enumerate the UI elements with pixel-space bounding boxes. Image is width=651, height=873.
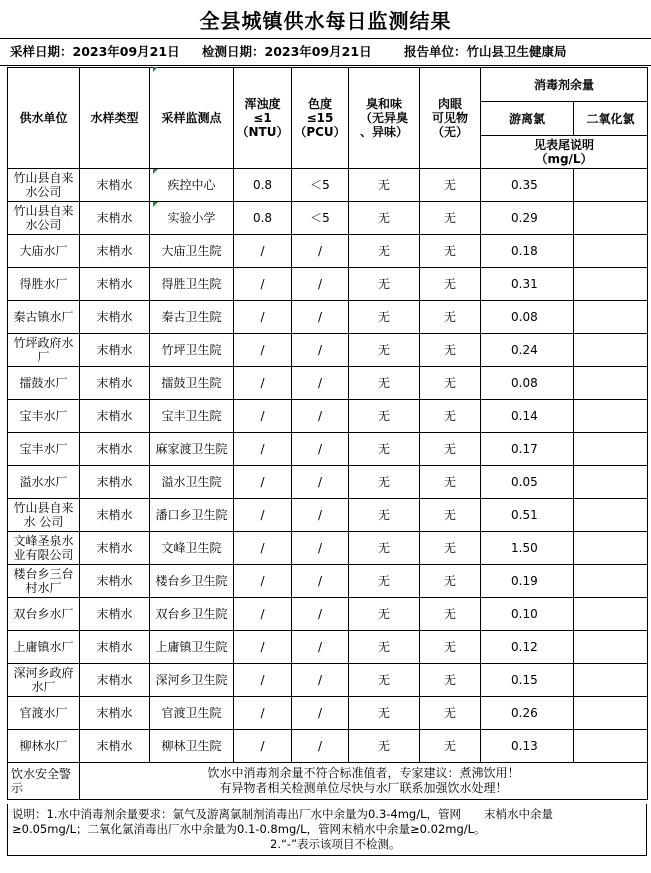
sample-type-cell: 末梢水 bbox=[80, 466, 150, 499]
table-row bbox=[8, 466, 648, 499]
table-row bbox=[8, 202, 648, 235]
chlorine-dioxide-cell bbox=[574, 565, 648, 598]
table-row bbox=[8, 169, 648, 202]
turbidity-cell: / bbox=[234, 697, 292, 730]
free-chlorine-cell: 0.17 bbox=[481, 433, 574, 466]
color-cell: / bbox=[292, 400, 349, 433]
header-odor: 臭和味 （无异臭 、异味） bbox=[349, 68, 420, 169]
supplier-cell: 官渡水厂 bbox=[8, 697, 80, 730]
sample-point-cell: 上庸镇卫生院 bbox=[150, 631, 234, 664]
color-cell: / bbox=[292, 367, 349, 400]
sample-date: 采样日期：2023年09月21日 bbox=[10, 44, 180, 59]
sample-type-cell: 末梢水 bbox=[80, 235, 150, 268]
warning-line-2: 有异物者相关检测单位尽快与水厂联系加强饮水处理！ bbox=[219, 781, 508, 795]
cell-marker bbox=[153, 67, 158, 72]
visible-cell: 无 bbox=[420, 367, 481, 400]
odor-cell: 无 bbox=[349, 730, 420, 763]
visible-cell: 无 bbox=[420, 466, 481, 499]
odor-cell: 无 bbox=[349, 367, 420, 400]
supplier-cell: 竹山县自来水公司 bbox=[8, 202, 80, 235]
sample-type-cell: 末梢水 bbox=[80, 367, 150, 400]
header-supplier: 供水单位 bbox=[8, 68, 80, 169]
note-line-2: ≥0.05mg/L；二氧化氯消毒出厂水中余量为0.1-0.8mg/L，管网末梢水中余量≥0.02mg/L。 bbox=[12, 822, 486, 836]
visible-cell: 无 bbox=[420, 400, 481, 433]
sample-type-cell: 末梢水 bbox=[80, 301, 150, 334]
chlorine-dioxide-cell bbox=[574, 268, 648, 301]
turbidity-cell: / bbox=[234, 565, 292, 598]
turbidity-cell: 0.8 bbox=[234, 202, 292, 235]
supplier-cell: 得胜水厂 bbox=[8, 268, 80, 301]
odor-cell: 无 bbox=[349, 400, 420, 433]
chlorine-dioxide-cell bbox=[574, 697, 648, 730]
free-chlorine-cell: 0.12 bbox=[481, 631, 574, 664]
visible-cell: 无 bbox=[420, 202, 481, 235]
supplier-cell: 双台乡水厂 bbox=[8, 598, 80, 631]
sample-point-cell: 擂鼓卫生院 bbox=[150, 367, 234, 400]
header-sample-type: 水样类型 bbox=[80, 68, 150, 169]
turbidity-cell: / bbox=[234, 235, 292, 268]
visible-cell: 无 bbox=[420, 268, 481, 301]
cell-marker bbox=[153, 202, 158, 207]
chlorine-dioxide-cell bbox=[574, 466, 648, 499]
sample-point-cell: 竹坪卫生院 bbox=[150, 334, 234, 367]
visible-cell: 无 bbox=[420, 235, 481, 268]
odor-cell: 无 bbox=[349, 202, 420, 235]
test-date: 检测日期：2023年09月21日 bbox=[202, 44, 372, 59]
free-chlorine-cell: 0.08 bbox=[481, 367, 574, 400]
chlorine-dioxide-cell bbox=[574, 334, 648, 367]
supplier-cell: 大庙水厂 bbox=[8, 235, 80, 268]
odor-cell: 无 bbox=[349, 565, 420, 598]
chlorine-dioxide-cell bbox=[574, 202, 648, 235]
free-chlorine-cell: 0.26 bbox=[481, 697, 574, 730]
cell-marker bbox=[153, 169, 158, 174]
chlorine-dioxide-cell bbox=[574, 664, 648, 697]
table-row bbox=[8, 235, 648, 268]
odor-cell: 无 bbox=[349, 235, 420, 268]
odor-cell: 无 bbox=[349, 532, 420, 565]
sample-point-cell: 实验小学 bbox=[150, 202, 234, 235]
color-cell: ＜5 bbox=[292, 169, 349, 202]
color-cell: / bbox=[292, 235, 349, 268]
sample-type-cell: 末梢水 bbox=[80, 499, 150, 532]
turbidity-cell: / bbox=[234, 334, 292, 367]
odor-cell: 无 bbox=[349, 268, 420, 301]
visible-cell: 无 bbox=[420, 565, 481, 598]
sample-point-cell: 官渡卫生院 bbox=[150, 697, 234, 730]
supplier-cell: 擂鼓水厂 bbox=[8, 367, 80, 400]
sample-type-cell: 末梢水 bbox=[80, 169, 150, 202]
free-chlorine-cell: 0.13 bbox=[481, 730, 574, 763]
color-cell: ＜5 bbox=[292, 202, 349, 235]
chlorine-dioxide-cell bbox=[574, 235, 648, 268]
turbidity-cell: / bbox=[234, 367, 292, 400]
sample-point-cell: 文峰卫生院 bbox=[150, 532, 234, 565]
chlorine-dioxide-cell bbox=[574, 730, 648, 763]
warning-text bbox=[80, 763, 648, 800]
visible-cell: 无 bbox=[420, 697, 481, 730]
table-row bbox=[8, 565, 648, 598]
report-meta bbox=[0, 38, 651, 66]
free-chlorine-cell: 0.31 bbox=[481, 268, 574, 301]
free-chlorine-cell: 0.18 bbox=[481, 235, 574, 268]
warning-line-1: 饮水中消毒剂余量不符合标准值者，专家建议：煮沸饮用！ bbox=[207, 766, 520, 780]
turbidity-cell: 0.8 bbox=[234, 169, 292, 202]
sample-point-cell: 楼台乡卫生院 bbox=[150, 565, 234, 598]
chlorine-dioxide-cell bbox=[574, 532, 648, 565]
sample-point-cell: 溢水卫生院 bbox=[150, 466, 234, 499]
supplier-cell: 文峰圣泉水业有限公司 bbox=[8, 532, 80, 565]
odor-cell: 无 bbox=[349, 334, 420, 367]
note-line-3: 2.“-”表示该项目不检测。 bbox=[270, 837, 401, 851]
sample-type-cell: 末梢水 bbox=[80, 730, 150, 763]
visible-cell: 无 bbox=[420, 532, 481, 565]
note-line-1: 说明：1.水中消毒剂余量要求：氯气及游离氯制剂消毒出厂水中余量为0.3-4mg/L，管网 末梢水中余量 bbox=[12, 807, 554, 821]
supplier-cell: 竹山县自来水公司 bbox=[8, 169, 80, 202]
report-title: 全县城镇供水每日监测结果 bbox=[199, 9, 452, 33]
supplier-cell: 宝丰水厂 bbox=[8, 433, 80, 466]
turbidity-cell: / bbox=[234, 532, 292, 565]
header-disinfectant: 消毒剂余量 bbox=[481, 68, 648, 102]
free-chlorine-cell: 0.51 bbox=[481, 499, 574, 532]
sample-point-cell: 柳林卫生院 bbox=[150, 730, 234, 763]
chlorine-dioxide-cell bbox=[574, 169, 648, 202]
report-unit: 报告单位：竹山县卫生健康局 bbox=[404, 44, 567, 59]
table-row bbox=[8, 334, 648, 367]
turbidity-cell: / bbox=[234, 499, 292, 532]
sample-type-cell: 末梢水 bbox=[80, 433, 150, 466]
supplier-cell: 上庸镇水厂 bbox=[8, 631, 80, 664]
odor-cell: 无 bbox=[349, 499, 420, 532]
visible-cell: 无 bbox=[420, 730, 481, 763]
sample-type-cell: 末梢水 bbox=[80, 598, 150, 631]
color-cell: / bbox=[292, 631, 349, 664]
supplier-cell: 宝丰水厂 bbox=[8, 400, 80, 433]
table-row bbox=[8, 268, 648, 301]
table-row bbox=[8, 730, 648, 763]
header-visible: 肉眼 可见物 （无） bbox=[420, 68, 481, 169]
free-chlorine-cell: 0.24 bbox=[481, 334, 574, 367]
warning-label: 饮水安全警示 bbox=[8, 763, 80, 800]
chlorine-dioxide-cell bbox=[574, 400, 648, 433]
sample-point-cell: 秦古卫生院 bbox=[150, 301, 234, 334]
turbidity-cell: / bbox=[234, 466, 292, 499]
header-unit-note: 见表尾说明 （mg/L） bbox=[481, 136, 648, 169]
sample-point-cell: 麻家渡卫生院 bbox=[150, 433, 234, 466]
table-row bbox=[8, 400, 648, 433]
color-cell: / bbox=[292, 730, 349, 763]
supplier-cell: 竹坪政府水厂 bbox=[8, 334, 80, 367]
turbidity-cell: / bbox=[234, 433, 292, 466]
odor-cell: 无 bbox=[349, 169, 420, 202]
color-cell: / bbox=[292, 433, 349, 466]
free-chlorine-cell: 1.50 bbox=[481, 532, 574, 565]
visible-cell: 无 bbox=[420, 598, 481, 631]
free-chlorine-cell: 0.15 bbox=[481, 664, 574, 697]
sample-type-cell: 末梢水 bbox=[80, 631, 150, 664]
header-chlorine-dioxide: 二氧化氯 bbox=[574, 102, 648, 136]
color-cell: / bbox=[292, 532, 349, 565]
color-cell: / bbox=[292, 697, 349, 730]
visible-cell: 无 bbox=[420, 301, 481, 334]
sample-type-cell: 末梢水 bbox=[80, 334, 150, 367]
chlorine-dioxide-cell bbox=[574, 631, 648, 664]
sample-type-cell: 末梢水 bbox=[80, 400, 150, 433]
sample-point-cell: 潘口乡卫生院 bbox=[150, 499, 234, 532]
table-row bbox=[8, 499, 648, 532]
supplier-cell: 竹山县自来水 公司 bbox=[8, 499, 80, 532]
visible-cell: 无 bbox=[420, 499, 481, 532]
color-cell: / bbox=[292, 565, 349, 598]
sample-point-cell: 得胜卫生院 bbox=[150, 268, 234, 301]
color-cell: / bbox=[292, 301, 349, 334]
sample-point-cell: 大庙卫生院 bbox=[150, 235, 234, 268]
sample-type-cell: 末梢水 bbox=[80, 532, 150, 565]
turbidity-cell: / bbox=[234, 598, 292, 631]
table-row bbox=[8, 631, 648, 664]
turbidity-cell: / bbox=[234, 664, 292, 697]
odor-cell: 无 bbox=[349, 466, 420, 499]
supplier-cell: 柳林水厂 bbox=[8, 730, 80, 763]
color-cell: / bbox=[292, 664, 349, 697]
turbidity-cell: / bbox=[234, 268, 292, 301]
odor-cell: 无 bbox=[349, 598, 420, 631]
header-turbidity: 浑浊度 ≤1 （NTU） bbox=[234, 68, 292, 169]
sample-point-cell: 双台乡卫生院 bbox=[150, 598, 234, 631]
table-row bbox=[8, 433, 648, 466]
sample-point-cell: 疾控中心 bbox=[150, 169, 234, 202]
sample-point-cell: 宝丰卫生院 bbox=[150, 400, 234, 433]
sample-type-cell: 末梢水 bbox=[80, 268, 150, 301]
free-chlorine-cell: 0.19 bbox=[481, 565, 574, 598]
color-cell: / bbox=[292, 499, 349, 532]
visible-cell: 无 bbox=[420, 433, 481, 466]
visible-cell: 无 bbox=[420, 631, 481, 664]
visible-cell: 无 bbox=[420, 169, 481, 202]
table-row bbox=[8, 301, 648, 334]
chlorine-dioxide-cell bbox=[574, 499, 648, 532]
free-chlorine-cell: 0.35 bbox=[481, 169, 574, 202]
header-color: 色度 ≤15 （PCU） bbox=[292, 68, 349, 169]
odor-cell: 无 bbox=[349, 433, 420, 466]
supplier-cell: 楼台乡三台村水厂 bbox=[8, 565, 80, 598]
visible-cell: 无 bbox=[420, 664, 481, 697]
turbidity-cell: / bbox=[234, 400, 292, 433]
visible-cell: 无 bbox=[420, 334, 481, 367]
header-sample-point: 采样监测点 bbox=[150, 68, 234, 169]
results-table bbox=[7, 67, 648, 800]
sample-type-cell: 末梢水 bbox=[80, 664, 150, 697]
supplier-cell: 深河乡政府水厂 bbox=[8, 664, 80, 697]
chlorine-dioxide-cell bbox=[574, 433, 648, 466]
free-chlorine-cell: 0.05 bbox=[481, 466, 574, 499]
odor-cell: 无 bbox=[349, 664, 420, 697]
turbidity-cell: / bbox=[234, 730, 292, 763]
color-cell: / bbox=[292, 334, 349, 367]
odor-cell: 无 bbox=[349, 301, 420, 334]
free-chlorine-cell: 0.10 bbox=[481, 598, 574, 631]
table-row bbox=[8, 532, 648, 565]
chlorine-dioxide-cell bbox=[574, 598, 648, 631]
free-chlorine-cell: 0.08 bbox=[481, 301, 574, 334]
color-cell: / bbox=[292, 466, 349, 499]
table-row bbox=[8, 598, 648, 631]
odor-cell: 无 bbox=[349, 697, 420, 730]
notes-box bbox=[7, 804, 647, 856]
chlorine-dioxide-cell bbox=[574, 367, 648, 400]
turbidity-cell: / bbox=[234, 301, 292, 334]
turbidity-cell: / bbox=[234, 631, 292, 664]
odor-cell: 无 bbox=[349, 631, 420, 664]
color-cell: / bbox=[292, 598, 349, 631]
sample-point-cell: 深河乡卫生院 bbox=[150, 664, 234, 697]
free-chlorine-cell: 0.14 bbox=[481, 400, 574, 433]
table-row bbox=[8, 697, 648, 730]
color-cell: / bbox=[292, 268, 349, 301]
supplier-cell: 溢水水厂 bbox=[8, 466, 80, 499]
free-chlorine-cell: 0.29 bbox=[481, 202, 574, 235]
warning-row bbox=[8, 763, 648, 800]
sample-type-cell: 末梢水 bbox=[80, 697, 150, 730]
sample-type-cell: 末梢水 bbox=[80, 202, 150, 235]
table-row bbox=[8, 367, 648, 400]
supplier-cell: 秦古镇水厂 bbox=[8, 301, 80, 334]
header-free-chlorine: 游离氯 bbox=[481, 102, 574, 136]
sample-type-cell: 末梢水 bbox=[80, 565, 150, 598]
chlorine-dioxide-cell bbox=[574, 301, 648, 334]
table-row bbox=[8, 664, 648, 697]
